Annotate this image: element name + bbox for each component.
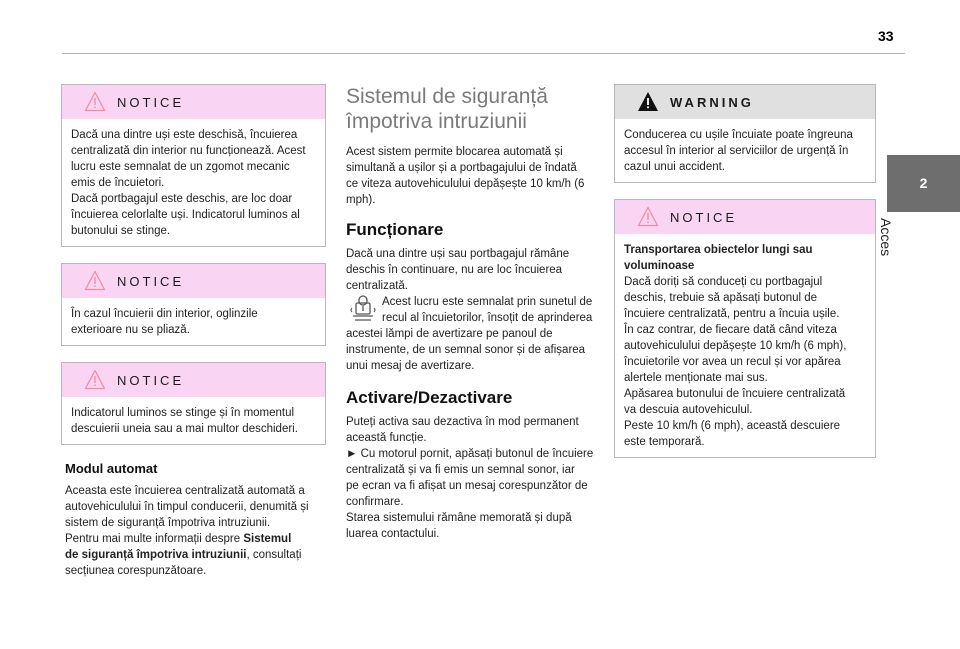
text-line: unui mesaj de avertizare. bbox=[346, 360, 475, 372]
text-line: deschis în continuare, nu are loc încuierea bbox=[346, 264, 563, 276]
notice-title: NOTICE bbox=[117, 274, 185, 289]
icon-paragraph bbox=[342, 294, 605, 326]
text-line: pe ecran va fi afișat un mesaj corespunzător de bbox=[346, 480, 588, 492]
text-line: Peste 10 km/h (6 mph), această descuiere bbox=[624, 420, 841, 432]
text-line: accesul în interior al serviciilor de urgență în bbox=[624, 145, 849, 157]
text-line: această funcție. bbox=[346, 432, 427, 444]
text-line: centralizată din interior nu funcționează. Acest bbox=[71, 145, 306, 157]
notice-title: NOTICE bbox=[670, 210, 738, 225]
text-line: luarea contactului. bbox=[346, 528, 440, 540]
text-line: secțiunea corespunzătoare. bbox=[65, 565, 207, 577]
page-number: 33 bbox=[878, 28, 894, 44]
text-line: recul al încuietorilor, însoțit de aprinderea bbox=[382, 312, 593, 324]
column-left bbox=[61, 84, 326, 579]
text-line: Acest sistem permite blocarea automată și bbox=[346, 146, 563, 158]
notice-body bbox=[615, 234, 875, 457]
caution-triangle-icon bbox=[84, 91, 106, 112]
activare-text bbox=[346, 414, 605, 542]
text-line: Acest lucru este semnalat prin sunetul de bbox=[382, 296, 593, 308]
text-line: ce viteza autovehiculului depășește 10 km/h (6 bbox=[346, 178, 585, 190]
text-line: lucru este semnalat de un zgomot mecanic bbox=[71, 161, 290, 173]
notice-body bbox=[62, 119, 325, 246]
text-line: Dacă una dintre uși sau portbagajul rămâne bbox=[346, 248, 570, 260]
text-line: acestei lămpi de avertizare pe panoul de bbox=[346, 328, 553, 340]
text-line: simultană a ușilor și a portbagajului de îndată bbox=[346, 162, 577, 174]
text-line: autovehiculului în timpul conducerii, denumită și bbox=[65, 501, 309, 513]
text-line: Pentru mai multe informații despre Sistemul bbox=[65, 533, 292, 545]
notice-box-mirrors bbox=[61, 263, 326, 346]
activare-heading: Activare/Dezactivare bbox=[346, 388, 513, 407]
notice-title: NOTICE bbox=[117, 373, 185, 388]
text-line: voluminoase bbox=[624, 260, 695, 272]
warning-title: WARNING bbox=[670, 95, 754, 110]
text-line: Puteți activa sau dezactiva în mod permanent bbox=[346, 416, 579, 428]
text-line: descuierii uneia sau a mai multor deschideri. bbox=[71, 423, 298, 435]
text-line: mph). bbox=[346, 194, 376, 206]
warning-header bbox=[615, 85, 875, 119]
text-line: Apăsarea butonului de încuiere centralizată bbox=[624, 388, 846, 400]
text-line: Transportarea obiectelor lungi sau bbox=[624, 244, 813, 256]
top-divider bbox=[62, 53, 905, 54]
text-line: autovehiculului depășește 10 km/h (6 mph), bbox=[624, 340, 847, 352]
auto-mode-text bbox=[65, 483, 326, 579]
text-line: Conducerea cu ușile încuiate poate îngreuna bbox=[624, 129, 853, 141]
warning-box bbox=[614, 84, 876, 183]
caution-triangle-icon bbox=[637, 206, 659, 227]
warning-body bbox=[615, 119, 875, 182]
warning-triangle-icon bbox=[637, 91, 659, 112]
column-right bbox=[614, 84, 876, 474]
text-line: Starea sistemului rămâne memorată și după bbox=[346, 512, 572, 524]
text-line: centralizată și va fi emis un semnal sonor, iar bbox=[346, 464, 575, 476]
notice-header bbox=[62, 85, 325, 119]
text-line: încuierea celorlalte uși. Indicatorul luminos al bbox=[71, 209, 300, 221]
text-line: sistem de siguranță împotriva intruziunii. bbox=[65, 517, 271, 529]
functionare-text bbox=[346, 246, 605, 374]
side-tab-number[interactable]: 2 bbox=[887, 155, 960, 212]
side-tab-label: Acces bbox=[878, 218, 894, 257]
text-line: va descuia autovehiculul. bbox=[624, 404, 753, 416]
text-line: emis de încuietori. bbox=[71, 177, 165, 189]
text-line: exterioare nu se pliază. bbox=[71, 324, 190, 336]
notice-box-doors bbox=[61, 84, 326, 247]
text-line: încuietorile vor avea un recul și vor apărea bbox=[624, 356, 841, 368]
notice-title: NOTICE bbox=[117, 95, 185, 110]
notice-box-indicator bbox=[61, 362, 326, 445]
functionare-heading: Funcționare bbox=[346, 220, 444, 239]
text-line: cazul unui accident. bbox=[624, 161, 726, 173]
column-middle bbox=[342, 84, 605, 542]
notice-header bbox=[62, 264, 325, 298]
section-title: Sistemul de siguranță împotriva intruziunii bbox=[346, 85, 548, 133]
text-line: încuiere centralizată, pentru a încuia ușile. bbox=[624, 308, 840, 320]
notice-header bbox=[615, 200, 875, 234]
notice-header bbox=[62, 363, 325, 397]
caution-triangle-icon bbox=[84, 369, 106, 390]
auto-mode-heading: Modul automat bbox=[65, 461, 158, 476]
text-line: Indicatorul luminos se stinge și în momentul bbox=[71, 407, 295, 419]
intro-text bbox=[346, 144, 605, 208]
text-line: În cazul încuierii din interior, oglinzile bbox=[71, 308, 258, 320]
door-lock-warning-icon bbox=[350, 294, 376, 324]
text-line: butonului se stinge. bbox=[71, 225, 171, 237]
text-line: În caz contrar, de fiecare dată când viteza bbox=[624, 324, 837, 336]
text-line: confirmare. bbox=[346, 496, 404, 508]
notice-body bbox=[62, 298, 325, 345]
notice-box-long-objects bbox=[614, 199, 876, 458]
text-line: alertele menționate mai sus. bbox=[624, 372, 768, 384]
notice-body bbox=[62, 397, 325, 444]
text-line: Dacă una dintre uși este deschisă, încuierea bbox=[71, 129, 298, 141]
text-line: centralizată. bbox=[346, 280, 409, 292]
text-line: Aceasta este încuierea centralizată automată a bbox=[65, 485, 305, 497]
text-line: ► Cu motorul pornit, apăsați butonul de încuiere bbox=[346, 448, 594, 460]
text-line: instrumente, de un semnal sonor și de afișarea bbox=[346, 344, 586, 356]
caution-triangle-icon bbox=[84, 270, 106, 291]
text-line: Dacă portbagajul este deschis, are loc doar bbox=[71, 193, 293, 205]
text-line: de siguranță împotriva intruziunii, consultați bbox=[65, 549, 302, 561]
text-line: Dacă doriți să conduceți cu portbagajul bbox=[624, 276, 823, 288]
text-line: este temporară. bbox=[624, 436, 705, 448]
text-line: deschis, trebuie să apăsați butonul de bbox=[624, 292, 818, 304]
